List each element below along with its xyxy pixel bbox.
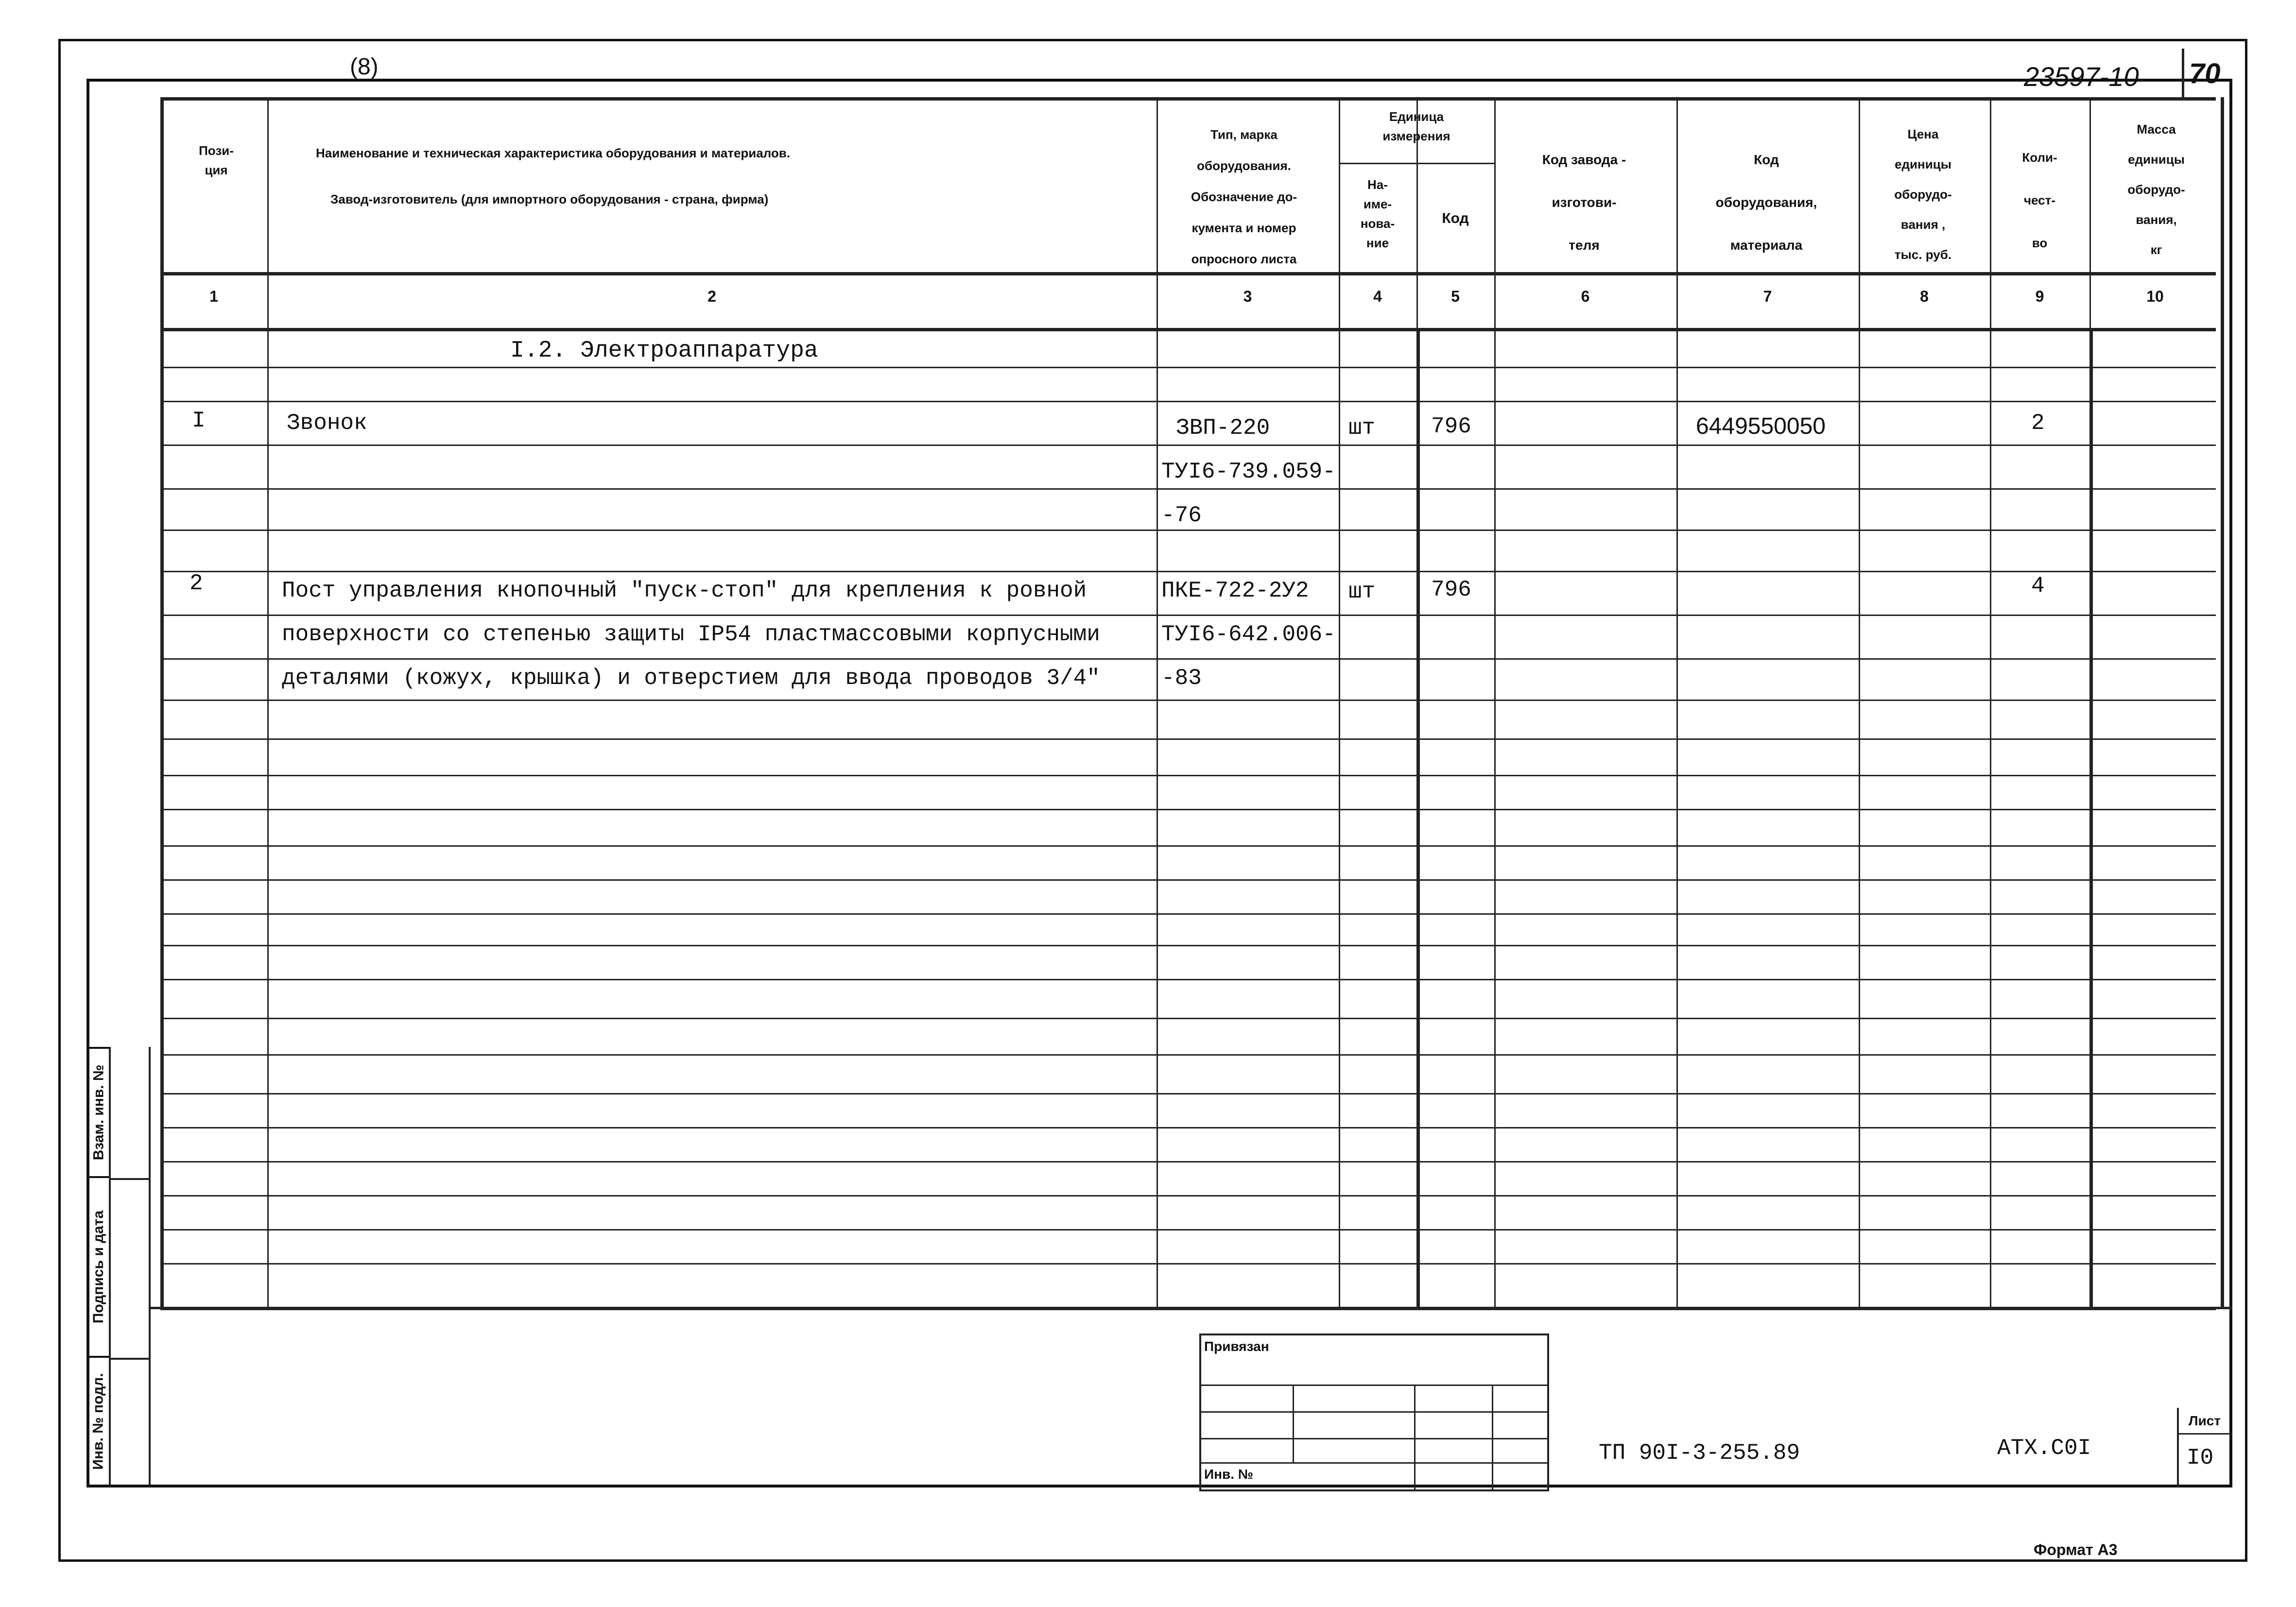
header-manufacturer-code: Код завода - изготови- теля [1542, 152, 1626, 253]
table-row-line [160, 1054, 2216, 1056]
row2-type-line1: ПКЕ-722-2У2 [1161, 578, 1309, 603]
row1-equipment-code: 6449550050 [1696, 413, 1826, 439]
table-row-line [160, 1161, 2216, 1163]
stamp-line-1 [1199, 1385, 1549, 1386]
document-number: 23597-10 [2024, 61, 2139, 92]
table-row-line [160, 367, 2216, 368]
unit-code-thick-line [1416, 328, 1420, 1307]
row2-type-line3: -83 [1161, 666, 1202, 691]
header-type-mark: Тип, марка оборудования. Обозначение до- кумента и номер опросного листа [1191, 127, 1297, 266]
column-number-2: 2 [708, 288, 716, 305]
table-row-line [160, 738, 2216, 740]
row2-name-line1: Пост управления кнопочный "пуск-стоп" для крепления к ровной [282, 578, 1087, 603]
table-row-line [160, 1018, 2216, 1019]
table-top-border [160, 97, 2216, 101]
project-code: ТП 90I-3-255.89 [1599, 1440, 1800, 1466]
row2-type-line2: ТУI6-642.006- [1161, 622, 1336, 647]
table-column-line [1676, 97, 1678, 1307]
stamp-privyazan: Привязан [1204, 1339, 1269, 1354]
stamp-line-4 [1199, 1462, 1549, 1464]
side-vzam-inv: Взам. инв. № [86, 1047, 109, 1178]
table-column-line [1494, 97, 1496, 1307]
table-row-line [160, 1093, 2216, 1094]
stamp-vline-3 [1492, 1385, 1493, 1491]
table-row-line [160, 488, 2216, 490]
header-unit-name: На- име- нова- ние [1360, 177, 1395, 250]
qty-thick-line [2089, 328, 2093, 1307]
header-position: Пози- ция [199, 143, 234, 177]
list-label: Лист [2188, 1413, 2221, 1428]
table-column-line [1339, 97, 1340, 1307]
table-row-line [160, 1229, 2216, 1231]
table-column-line [1990, 97, 1991, 1307]
list-box-divider [2177, 1433, 2232, 1435]
table-row-line [160, 1263, 2216, 1265]
table-row-line [160, 1195, 2216, 1197]
format-label: Формат А3 [2034, 1541, 2118, 1558]
list-value: I0 [2187, 1445, 2214, 1470]
stamp-line-2 [1199, 1411, 1549, 1413]
header-unit-mass: Масса единицы оборудо- вания, кг [2127, 122, 2185, 257]
table-row-line [160, 444, 2216, 446]
column-number-1: 1 [209, 288, 218, 305]
column-numbers-bottom [160, 328, 2216, 331]
row2-name-line3: деталями (кожух, крышка) и отверстием для ввода проводов 3/4" [282, 666, 1100, 691]
stamp-vline-2 [1414, 1385, 1416, 1491]
table-row-line [160, 615, 2216, 616]
table-row-line [160, 945, 2216, 946]
table-column-line [160, 97, 164, 1307]
row2-quantity: 4 [2031, 573, 2045, 598]
column-number-6: 6 [1581, 288, 1590, 305]
header-equipment-code: Код оборудования, материала [1715, 152, 1817, 253]
table-row-line [160, 530, 2216, 531]
side-podpis-data: Подпись и дата [86, 1178, 109, 1358]
row2-unit: шт [1348, 579, 1376, 604]
row1-type-line1: ЗВП-220 [1176, 415, 1270, 441]
column-number-7: 7 [1763, 288, 1772, 305]
header-quantity: Коли- чест- во [2022, 150, 2057, 250]
column-number-8: 8 [1920, 288, 1929, 305]
column-number-10: 10 [2146, 288, 2164, 305]
row2-unit-code: 796 [1431, 577, 1471, 602]
header-unit-price: Цена единицы оборудо- вания , тыс. руб. [1894, 127, 1952, 262]
table-row-line [160, 401, 2216, 402]
stamp-line-3 [1199, 1438, 1549, 1439]
side-strip-h2 [109, 1358, 149, 1360]
row2-position: 2 [190, 571, 203, 596]
table-row-line [160, 979, 2216, 980]
page-mark: (8) [350, 54, 379, 80]
row1-type-line3: -76 [1161, 503, 1202, 528]
title-block-top [149, 1307, 2232, 1309]
header-unit-group: Единица измерения [1382, 109, 1450, 143]
side-inv-podl: Инв. № подл. [86, 1358, 109, 1487]
table-column-line [1157, 97, 1158, 1307]
column-number-9: 9 [2035, 288, 2044, 305]
table-column-line [2221, 97, 2224, 1307]
row1-name: Звонок [287, 410, 367, 436]
row1-unit-code: 796 [1431, 414, 1471, 439]
table-row-line [160, 700, 2216, 701]
sheet-number-divider [2182, 49, 2184, 97]
table-row-line [160, 913, 2216, 915]
side-strip-inner [149, 1047, 151, 1487]
column-number-5: 5 [1451, 288, 1460, 305]
table-column-line [267, 97, 269, 1307]
column-number-4: 4 [1373, 288, 1382, 305]
row1-position: I [192, 408, 206, 433]
table-row-line [160, 809, 2216, 810]
stamp-inv-no: Инв. № [1204, 1467, 1254, 1482]
table-row-line [160, 879, 2216, 881]
side-strip-divider [109, 1047, 111, 1487]
row1-type-line2: ТУI6-739.059- [1161, 459, 1336, 484]
table-column-line [1859, 97, 1860, 1307]
header-name-line2: Завод-изготовитель (для импортного оборудования - страна, фирма) [330, 192, 769, 206]
header-name-line1: Наименование и техническая характеристика оборудования и материалов. [316, 146, 791, 160]
side-strip-h1 [109, 1178, 149, 1180]
table-row-line [160, 1127, 2216, 1128]
stamp-vline-1 [1293, 1385, 1294, 1462]
section-title: I.2. Электроаппаратура [510, 338, 818, 364]
table-row-line [160, 658, 2216, 660]
sheet-number: 70 [2189, 58, 2221, 89]
row2-name-line2: поверхности со степенью защиты IP54 пластмассовыми корпусными [282, 622, 1100, 647]
row1-unit: шт [1348, 415, 1376, 441]
column-number-3: 3 [1243, 288, 1252, 305]
table-row-line [160, 845, 2216, 847]
header-unit-code: Код [1442, 210, 1469, 226]
table-row-line [160, 571, 2216, 572]
row1-quantity: 2 [2031, 410, 2045, 436]
table-row-line [160, 775, 2216, 776]
document-code: АТХ.С0I [1997, 1436, 2091, 1461]
